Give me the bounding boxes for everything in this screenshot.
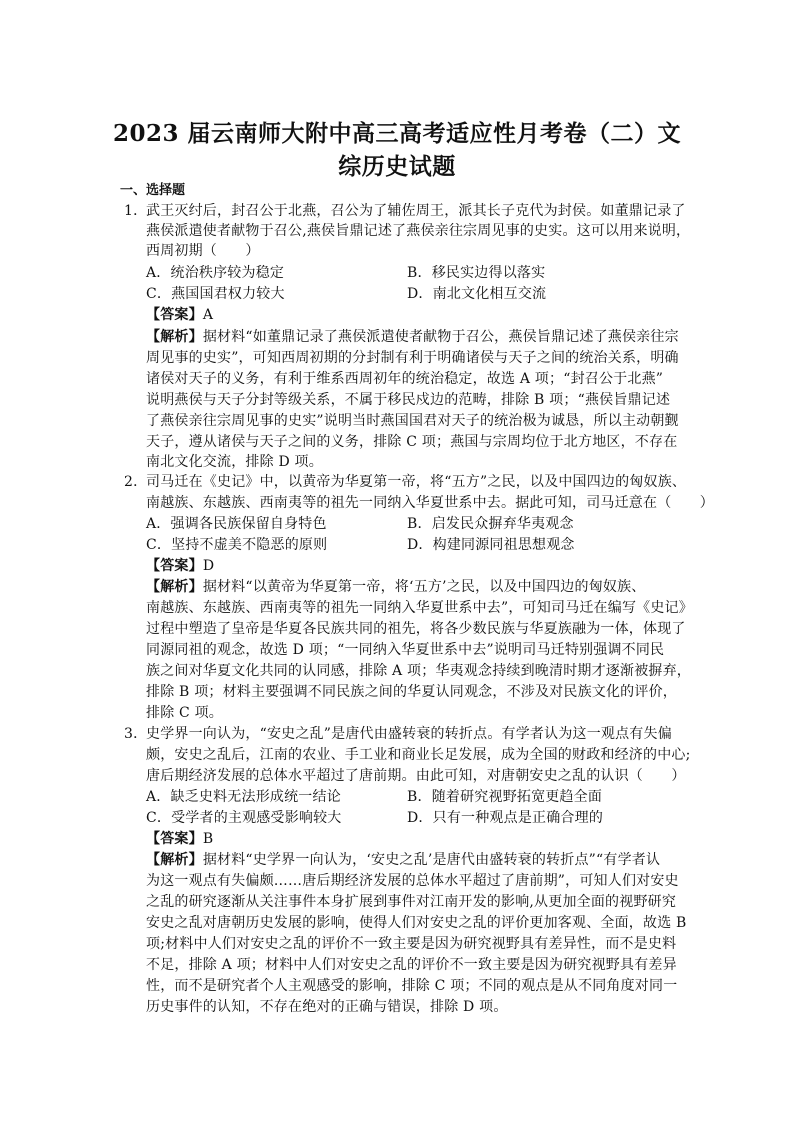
- question-1-stem-line: 武王灭纣后，封召公于北燕，召公为了辅佐周王，派其长子克代为封侯。如董鼎记录了: [146, 203, 686, 219]
- question-1-analysis-first-line: [146, 327, 679, 347]
- question-3-analysis-line: 之乱的研究逐渐从关注事件本身扩展到事件对江南开发的影响,从更加全面的视野研究: [146, 894, 677, 910]
- question-1-option-c: C．燕国国君权力较大: [146, 286, 285, 302]
- question-1-option-a: A．统治秩序较为稳定: [146, 265, 285, 281]
- question-2-answer: [146, 556, 214, 576]
- question-2-option-c: C．坚持不虚美不隐恶的原则: [146, 537, 328, 553]
- question-1-analysis-line: 南北文化交流，排除 D 项。: [146, 454, 323, 470]
- question-3-analysis-line: 安史之乱对唐朝历史发展的影响，使得人们对安史之乱的评价更加客观、全面，故选 B: [146, 915, 687, 931]
- question-2-analysis-line: 同源同祖的观念，故选 D 项；“一同纳入华夏世系中去”说明司马迁特别强调不同民: [146, 642, 665, 658]
- question-3-stem-line: 颇，安史之乱后，江南的农业、手工业和商业长足发展，成为全国的财政和经济的中心;: [146, 747, 691, 763]
- question-2-analysis-line: 南越族、东越族、西南夷等的祖先一同纳入华夏世系中去”，可知司马迁在编写《史记》: [146, 600, 693, 616]
- question-2-stem-line: 南越族、东越族、西南夷等的祖先一同纳入华夏世系中去。据此可知，司马迁意在（ ）: [146, 495, 714, 511]
- answer-tag: 【答案】: [146, 831, 203, 847]
- answer-value: D: [202, 558, 215, 574]
- question-3-analysis-line: 性，而不是研究者个人主观感受的影响，排除 C 项；不同的观点是从不同角度对同一: [146, 978, 678, 994]
- question-3-analysis-line: 为这一观点有失偏颇……唐后期经济发展的总体水平超过了唐前期”，可知人们对安史: [146, 873, 679, 889]
- question-1-stem-line: 西周初期（ ）: [146, 243, 260, 259]
- question-3-analysis-first-line: [146, 850, 660, 870]
- question-1-answer: [146, 305, 213, 325]
- analysis-tag: 【解析】: [146, 329, 203, 345]
- question-1-analysis-line: 说明燕侯与天子分封等级关系，不属于移民戍边的范畴，排除 B 项；“燕侯旨鼎记述: [146, 392, 671, 408]
- question-1-analysis-line: 了燕侯亲往宗周见事的史实”说明当时燕国国君对天子的统治极为诚恳，所以主动朝觐: [146, 413, 679, 429]
- question-2-option-d: D．构建同源同祖思想观念: [407, 537, 575, 553]
- question-2-analysis-line: 排除 C 项。: [146, 705, 224, 721]
- question-1-analysis-line: 周见事的史实”，可知西周初期的分封制有利于明确诸侯与天子之间的统治关系，明确: [146, 350, 679, 366]
- question-3-analysis-line: 项;材料中人们对安史之乱的评价不一致主要是因为研究视野具有差异性，而不是史料: [146, 936, 677, 952]
- question-3-option-d: D．只有一种观点是正确合理的: [407, 810, 604, 826]
- question-2-analysis-first-line: [146, 577, 645, 597]
- analysis-text: 据材料“如董鼎记录了燕侯派遣使者献物于召公，燕侯旨鼎记述了燕侯亲往宗: [202, 329, 679, 345]
- question-3-option-c: C．受学者的主观感受影响较大: [146, 810, 342, 826]
- analysis-tag: 【解析】: [146, 852, 203, 868]
- question-3-analysis-line: 历史事件的认知，不存在绝对的正确与错误，排除 D 项。: [146, 999, 508, 1015]
- question-2-number: 2．: [124, 474, 148, 490]
- question-3-answer: [146, 829, 213, 849]
- question-1-analysis-line: 诸侯对天子的义务，有利于维系西周初年的统治稳定，故选 A 项；“封召公于北燕”: [146, 371, 664, 387]
- analysis-text: 据材料“史学界一向认为，‘安史之乱’是唐代由盛转衰的转折点”“有学者认: [202, 852, 661, 868]
- question-2-analysis-line: 过程中塑造了皇帝是华夏各民族共同的祖先，将各少数民族与华夏族融为一体，体现了: [146, 621, 686, 637]
- question-1-option-b: B．移民实边得以落实: [407, 265, 546, 281]
- question-1-analysis-line: 天子，遵从诸侯与天子之间的义务，排除 C 项；燕国与宗周均位于北方地区，不存在: [146, 434, 678, 450]
- question-3-analysis-line: 不足，排除 A 项；材料中人们对安史之乱的评价不一致主要是因为研究视野具有差异: [146, 957, 677, 973]
- question-2-analysis-line: 族之间对华夏文化共同的认同感，排除 A 项；华夷观念持续到晚清时期才逐渐被摒弃，: [146, 663, 692, 679]
- analysis-tag: 【解析】: [146, 579, 203, 595]
- question-2-option-b: B．启发民众摒弃华夷观念: [407, 516, 574, 532]
- question-1-stem-line: 燕侯派遣使者献物于召公,燕侯旨鼎记述了燕侯亲往宗周见事的史实。这可以用来说明，: [146, 223, 691, 239]
- question-1-option-d: D．南北文化相互交流: [407, 286, 547, 302]
- question-3-option-a: A．缺乏史料无法形成统一结论: [146, 789, 341, 805]
- question-2-analysis-line: 排除 B 项；材料主要强调不同民族之间的华夏认同观念，不涉及对民族文化的评价，: [146, 684, 677, 700]
- question-1-number: 1．: [124, 203, 148, 219]
- question-2-option-a: A．强调各民族保留自身特色: [146, 516, 327, 532]
- analysis-text: 据材料“以黄帝为华夏第一帝，将‘五方’之民，以及中国四边的匈奴族、: [202, 579, 646, 595]
- page-title-line-2: 综历史试题: [338, 153, 456, 180]
- question-2-stem-line: 司马迁在《史记》中，以黄帝为华夏第一帝，将“五方”之民，以及中国四边的匈奴族、: [146, 474, 687, 490]
- question-3-stem-line: 唐后期经济发展的总体水平超过了唐前期。由此可知，对唐朝安史之乱的认识（ ）: [146, 768, 686, 784]
- answer-tag: 【答案】: [146, 558, 203, 574]
- page-title-line-1: 2023 届云南师大附中高三高考适应性月考卷（二）文: [112, 120, 682, 147]
- question-3-number: 3．: [124, 726, 148, 742]
- section-label: 一、选择题: [120, 183, 186, 198]
- answer-value: A: [202, 307, 214, 323]
- question-3-option-b: B．随着研究视野拓宽更趋全面: [407, 789, 603, 805]
- answer-value: B: [202, 831, 214, 847]
- question-3-stem-line: 史学界一向认为，“安史之乱”是唐代由盛转衰的转折点。有学者认为这一观点有失偏: [146, 726, 672, 742]
- answer-tag: 【答案】: [146, 307, 203, 323]
